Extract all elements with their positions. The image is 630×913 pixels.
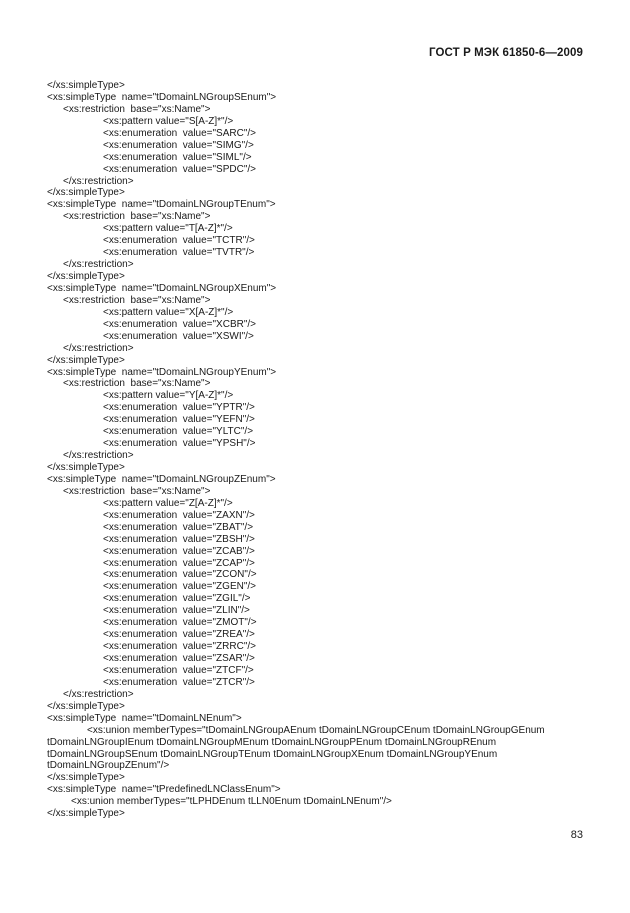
code-line: <xs:pattern value="Z[A-Z]*"/>	[103, 497, 233, 509]
code-line: <xs:pattern value="Y[A-Z]*"/>	[103, 390, 234, 402]
code-line: <xs:enumeration value="ZLIN"/>	[103, 605, 250, 617]
union-line-3: tDomainLNGroupSEnum tDomainLNGroupTEnum tDomainLNGroupXEnum tDomainLNGroupYEnum	[47, 748, 498, 760]
code-line: <xs:enumeration value="ZBSH"/>	[103, 533, 255, 545]
code-line: </xs:restriction>	[63, 342, 134, 354]
code-line: </xs:simpleType>	[47, 271, 125, 282]
code-line: <xs:simpleType name="tDomainLNGroupYEnum">	[47, 366, 277, 378]
code-line: <xs:restriction base="xs:Name">	[63, 294, 211, 306]
union-line-2: tDomainLNGroupIEnum tDomainLNGroupMEnum tDomainLNGroupPEnum tDomainLNGroupREnum	[47, 736, 497, 748]
code-line: <xs:enumeration value="ZCAB"/>	[103, 545, 255, 557]
code-line: </xs:restriction>	[63, 259, 134, 271]
code-line: </xs:restriction>	[63, 450, 134, 462]
code-line: <xs:simpleType name="tDomainLNGroupSEnum">	[47, 91, 277, 103]
code-line: </xs:simpleType>	[47, 80, 125, 91]
code-line: <xs:enumeration value="ZTCF"/>	[103, 664, 254, 676]
code-line: <xs:enumeration value="TCTR"/>	[103, 235, 255, 247]
code-line: </xs:simpleType>	[47, 187, 125, 199]
page-number: 83	[570, 829, 583, 841]
code-line: <xs:simpleType name="tDomainLNGroupZEnum">	[47, 473, 276, 485]
code-line: <xs:pattern value="T[A-Z]*"/>	[103, 223, 233, 235]
code-line: <xs:restriction base="xs:Name">	[63, 378, 211, 390]
code-line: </xs:restriction>	[63, 175, 134, 187]
code-line: <xs:enumeration value="XCBR"/>	[103, 318, 257, 330]
code-line: <xs:enumeration value="YLTC"/>	[103, 426, 254, 438]
code-line: <xs:simpleType name="tDomainLNEnum">	[47, 712, 242, 724]
code-line: <xs:pattern value="X[A-Z]*"/>	[103, 306, 234, 318]
code-line: <xs:enumeration value="YPTR"/>	[103, 402, 255, 414]
code-line: <xs:enumeration value="SIML"/>	[103, 151, 252, 163]
code-line: <xs:enumeration value="ZTCR"/>	[103, 676, 255, 688]
code-line: </xs:simpleType>	[47, 700, 125, 712]
union-line-1: <xs:union memberTypes="tDomainLNGroupAEnum tDomainLNGroupCEnum tDomainLNGroupGEnum	[87, 724, 545, 736]
code-line: <xs:enumeration value="ZRRC"/>	[103, 641, 257, 653]
document-header: ГОСТ Р МЭК 61850-6—2009	[429, 47, 583, 59]
code-line: <xs:pattern value="S[A-Z]*"/>	[103, 115, 234, 127]
code-line: <xs:enumeration value="ZREA"/>	[103, 629, 255, 641]
xml-schema-listing	[47, 80, 592, 820]
code-line: </xs:simpleType>	[47, 808, 125, 820]
code-line: <xs:enumeration value="ZCAP"/>	[103, 557, 255, 569]
code-line: <xs:restriction base="xs:Name">	[63, 485, 211, 497]
code-line: </xs:restriction>	[63, 688, 134, 700]
code-line: <xs:simpleType name="tDomainLNGroupTEnum">	[47, 199, 276, 211]
code-line: <xs:enumeration value="XSWI"/>	[103, 330, 254, 342]
code-line: <xs:enumeration value="SARC"/>	[103, 127, 257, 139]
code-line: <xs:enumeration value="ZAXN"/>	[103, 509, 255, 521]
code-line: <xs:enumeration value="SIMG"/>	[103, 139, 254, 151]
code-line: <xs:restriction base="xs:Name">	[63, 103, 211, 115]
code-line: </xs:simpleType>	[47, 462, 125, 473]
code-line: <xs:enumeration value="ZMOT"/>	[103, 617, 257, 629]
code-line: <xs:enumeration value="SPDC"/>	[103, 163, 257, 175]
code-line: <xs:simpleType name="tPredefinedLNClassEnum">	[47, 784, 281, 796]
code-line: </xs:simpleType>	[47, 354, 125, 366]
code-line: <xs:enumeration value="ZBAT"/>	[103, 521, 254, 533]
code-line: <xs:enumeration value="ZCON"/>	[103, 569, 257, 581]
code-line: </xs:simpleType>	[47, 772, 125, 784]
code-line: <xs:enumeration value="ZGIL"/>	[103, 593, 251, 605]
code-line: <xs:enumeration value="YEFN"/>	[103, 414, 255, 426]
code-line: <xs:enumeration value="TVTR"/>	[103, 247, 255, 259]
union-line-4: tDomainLNGroupZEnum"/>	[47, 760, 170, 772]
code-line: <xs:enumeration value="ZSAR"/>	[103, 653, 255, 664]
code-line: <xs:enumeration value="ZGEN"/>	[103, 581, 257, 593]
code-line: <xs:restriction base="xs:Name">	[63, 211, 211, 223]
code-line: <xs:enumeration value="YPSH"/>	[103, 438, 256, 450]
code-line: <xs:simpleType name="tDomainLNGroupXEnum">	[47, 282, 277, 294]
code-line: <xs:union memberTypes="tLPHDEnum tLLN0Enum tDomainLNEnum"/>	[71, 796, 392, 808]
